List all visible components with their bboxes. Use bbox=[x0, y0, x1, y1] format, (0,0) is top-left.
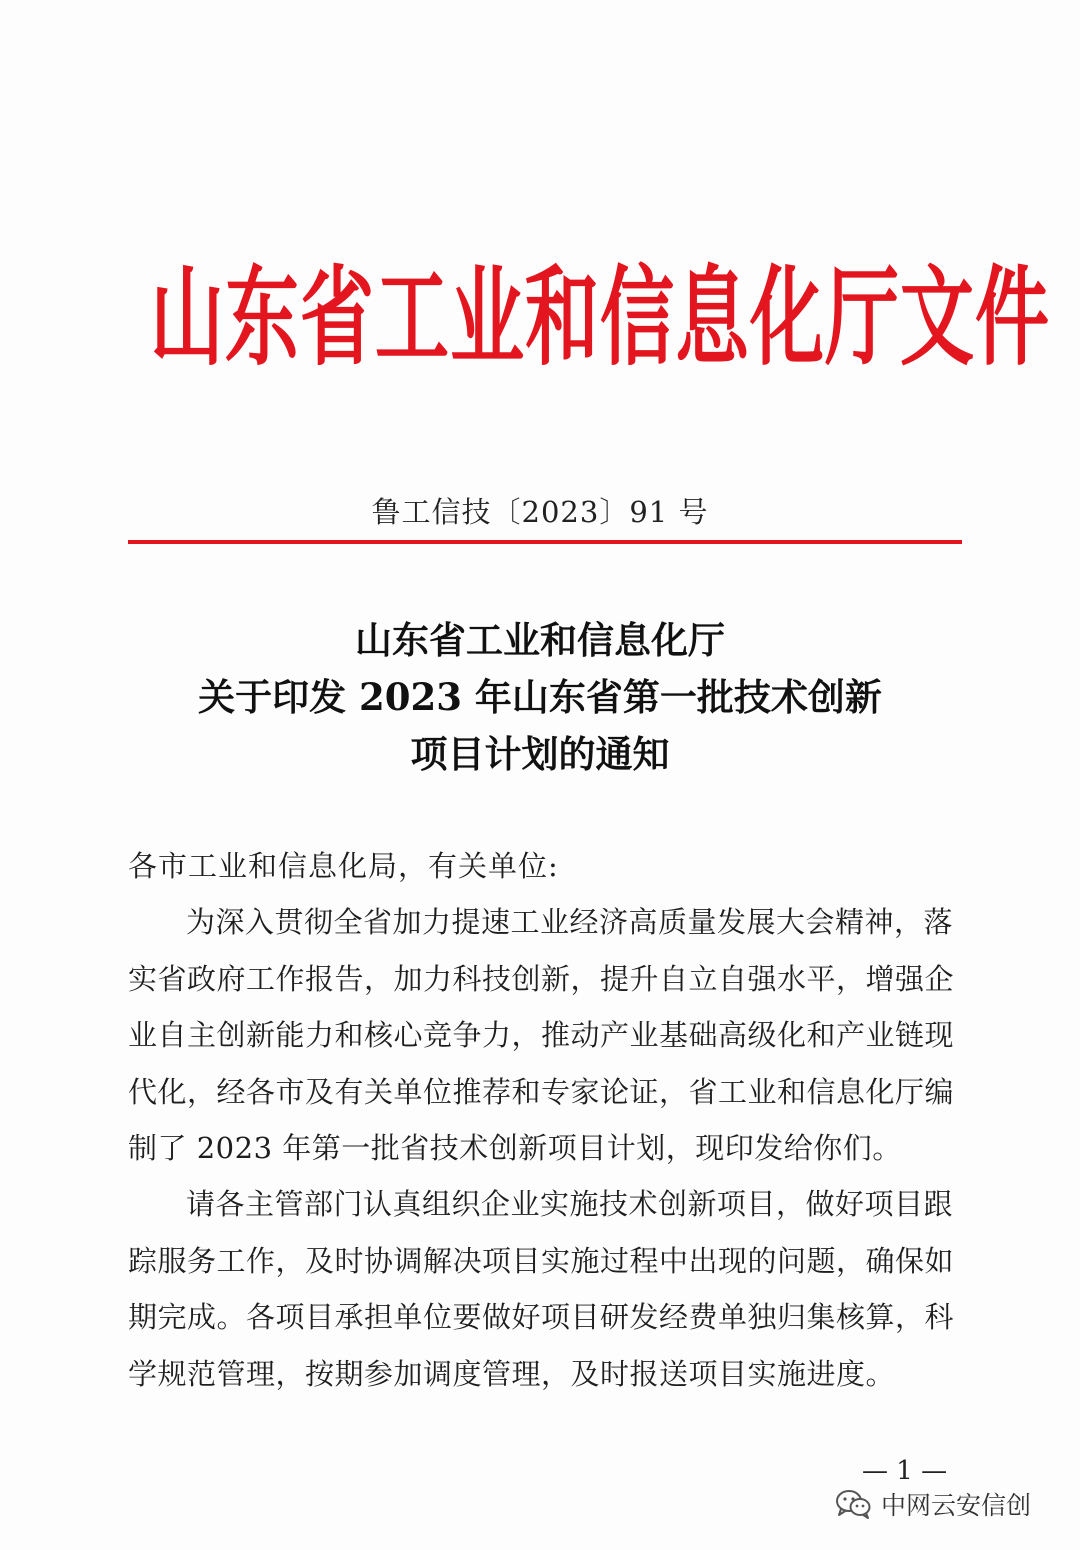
issuing-authority-header: 山东省工业和信息化厅文件 bbox=[150, 255, 1050, 381]
paragraph-line: 请各主管部门认真组织企业实施技术创新项目，做好项目跟 bbox=[186, 1187, 954, 1221]
document-number: 鲁工信技〔2023〕91 号 bbox=[371, 495, 709, 529]
paragraph-line: 实省政府工作报告，加力科技创新，提升自立自强水平，增强企 bbox=[128, 961, 955, 996]
watermark bbox=[835, 1484, 1031, 1524]
body-paragraph bbox=[128, 894, 958, 1177]
page-number: — 1 — bbox=[862, 1456, 948, 1486]
paragraph-line: 期完成。各项目承担单位要做好项目研发经费单独归集核算，科 bbox=[128, 1300, 955, 1334]
paragraph-line: 业自主创新能力和核心竞争力，推动产业基础高级化和产业链现 bbox=[128, 1018, 955, 1052]
paragraph-line: 为深入贯彻全省加力提速工业经济高质量发展大会精神，落 bbox=[186, 905, 954, 939]
title-line: 项目计划的通知 bbox=[410, 732, 670, 776]
title-line: 山东省工业和信息化厅 bbox=[355, 618, 725, 662]
paragraph-line: 制了 2023 年第一批省技术创新项目计划，现印发给你们。 bbox=[128, 1131, 902, 1165]
body-paragraph bbox=[128, 1176, 958, 1402]
paragraph-line: 踪服务工作，及时协调解决项目实施过程中出现的问题，确保如 bbox=[128, 1243, 955, 1278]
wechat-icon bbox=[835, 1489, 871, 1519]
title-line: 关于印发 2023 年山东省第一批技术创新 bbox=[198, 675, 882, 719]
paragraph-line: 代化，经各市及有关单位推荐和专家论证，省工业和信息化厅编 bbox=[128, 1074, 955, 1109]
paragraph-line: 学规范管理，按期参加调度管理，及时报送项目实施进度。 bbox=[128, 1356, 896, 1391]
salutation: 各市工业和信息化局，有关单位: bbox=[128, 849, 559, 883]
watermark-text: 中网云安信创 bbox=[881, 1491, 1032, 1520]
document-title bbox=[100, 612, 980, 783]
red-divider-line bbox=[128, 540, 962, 544]
